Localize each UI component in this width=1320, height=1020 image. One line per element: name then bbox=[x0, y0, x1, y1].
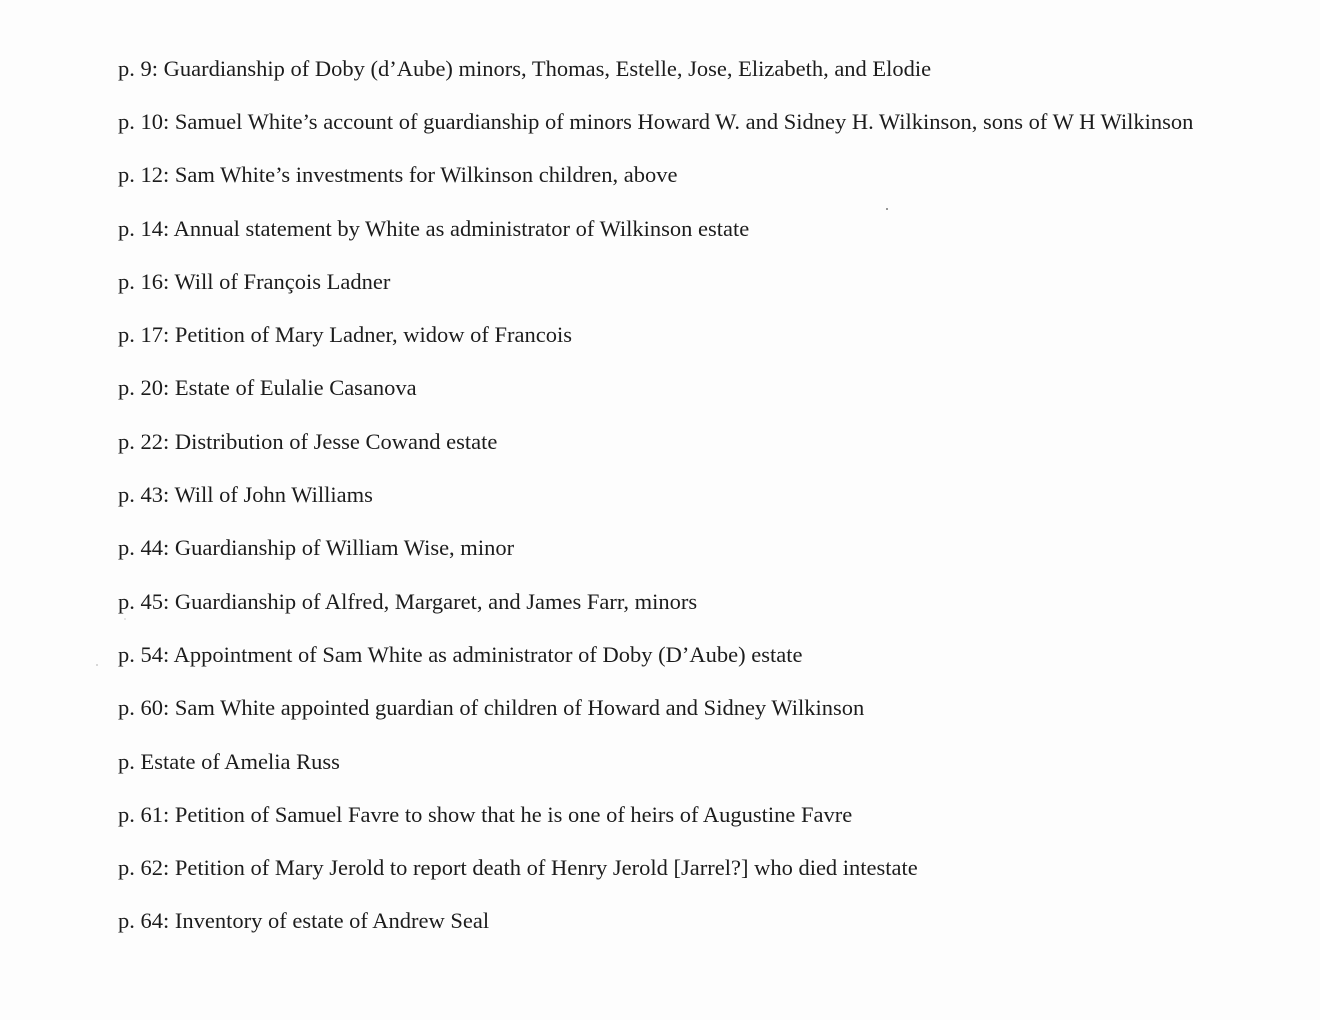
index-entry: p. Estate of Amelia Russ bbox=[118, 748, 340, 774]
index-entry: p. 12: Sam White’s investments for Wilkinson children, above bbox=[118, 162, 678, 188]
scan-speck bbox=[124, 618, 126, 620]
index-entry: p. 54: Appointment of Sam White as administrator of Doby (D’Aube) estate bbox=[118, 641, 803, 667]
probate-index-list bbox=[118, 55, 1228, 961]
index-entry: p. 22: Distribution of Jesse Cowand estate bbox=[118, 428, 498, 454]
index-entry: p. 43: Will of John Williams bbox=[118, 482, 373, 508]
scan-speck bbox=[96, 664, 98, 666]
index-entry: p. 60: Sam White appointed guardian of children of Howard and Sidney Wilkinson bbox=[118, 695, 865, 721]
index-entry: p. 44: Guardianship of William Wise, minor bbox=[118, 535, 515, 561]
index-entry: p. 16: Will of François Ladner bbox=[118, 268, 391, 294]
index-entry: p. 9: Guardianship of Doby (d’Aube) minors, Thomas, Estelle, Jose, Elizabeth, and Elodie bbox=[118, 56, 932, 81]
scan-speck bbox=[886, 208, 888, 210]
index-entry: p. 10: Samuel White’s account of guardianship of minors Howard W. and Sidney H. Wilkinson, sons of W H Wilkinson bbox=[118, 109, 1194, 135]
index-entry: p. 17: Petition of Mary Ladner, widow of Francois bbox=[118, 322, 573, 348]
index-entry: p. 61: Petition of Samuel Favre to show that he is one of heirs of Augustine Favre bbox=[118, 801, 853, 827]
index-entry: p. 14: Annual statement by White as administrator of Wilkinson estate bbox=[118, 215, 750, 241]
index-entry: p. 20: Estate of Eulalie Casanova bbox=[118, 375, 417, 401]
index-entry: p. 64: Inventory of estate of Andrew Seal bbox=[118, 908, 490, 934]
index-entry: p. 62: Petition of Mary Jerold to report death of Henry Jerold [Jarrel?] who died intestate bbox=[118, 855, 918, 881]
index-entry: p. 45: Guardianship of Alfred, Margaret, and James Farr, minors bbox=[118, 588, 698, 614]
